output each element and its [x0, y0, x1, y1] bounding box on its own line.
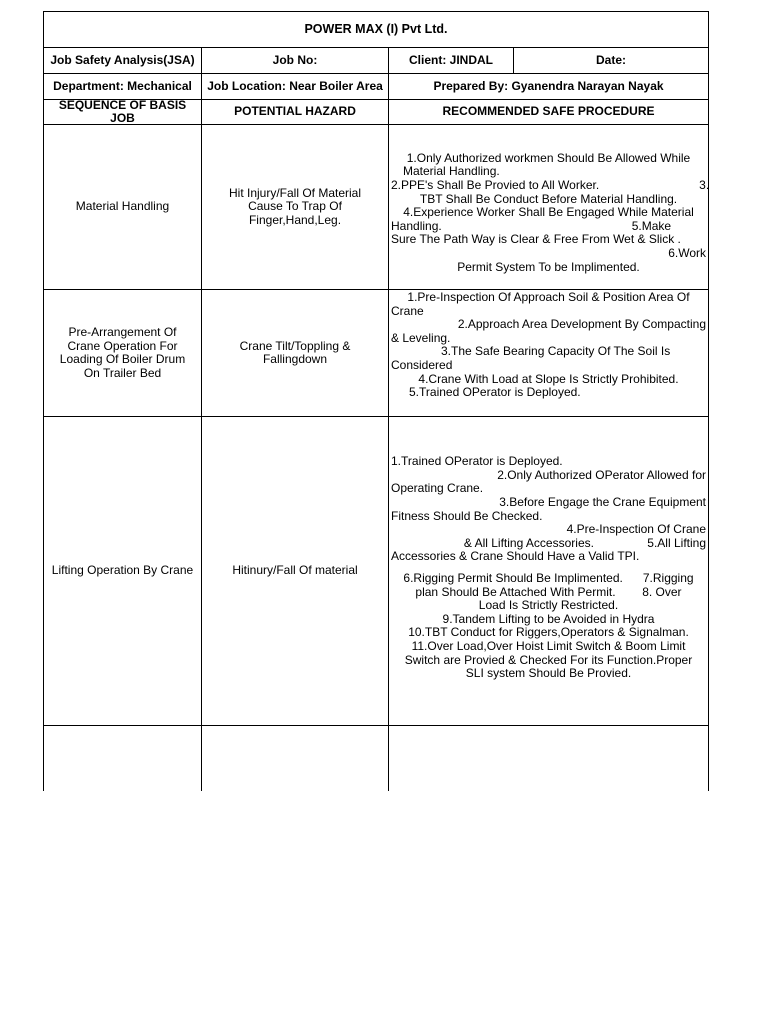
header-row-1	[43, 48, 709, 74]
header-row-2	[43, 74, 709, 100]
procedure-line: plan Should Be Attached With Permit. 8. Over	[415, 584, 682, 599]
table-row-empty	[43, 726, 709, 791]
procedure-line: 9.Tandem Lifting to be Avoided in Hydra	[442, 611, 655, 626]
procedure-line: Considered	[391, 357, 453, 372]
column-header-row	[43, 97, 709, 125]
procedure-line: Sure The Path Way is Clear & Free From Wet & Slick .	[391, 232, 681, 247]
procedure-line: 3.Before Engage the Crane Equipment	[499, 495, 706, 510]
jsa-sheet	[43, 11, 709, 791]
doc-type: Job Safety Analysis(JSA)	[50, 52, 195, 67]
client: Client: JINDAL	[388, 48, 513, 73]
procedure-line: Material Handling.	[403, 164, 500, 179]
procedure-line: Crane	[391, 303, 424, 318]
title-row	[43, 11, 709, 48]
procedure-line: 2.PPE's Shall Be Provied to All Worker. 3.	[391, 178, 710, 193]
hazard: Crane Tilt/Toppling & Fallingdown	[201, 290, 388, 416]
procedure-line: 4.Experience Worker Shall Be Engaged While Material	[403, 205, 694, 220]
procedure-line: 5.Trained OPerator is Deployed.	[409, 385, 581, 400]
procedure-line: 4.Pre-Inspection Of Crane	[566, 522, 706, 537]
col-sequence: SEQUENCE OF BASIS JOB	[58, 97, 187, 125]
table-row	[43, 417, 709, 726]
procedure-line: Accessories & Crane Should Have a Valid TPI.	[391, 549, 640, 564]
date: Date:	[513, 48, 708, 73]
safe-procedure	[388, 417, 708, 725]
safe-procedure	[388, 125, 708, 289]
procedure-line: 1.Trained OPerator is Deployed.	[391, 454, 563, 469]
procedure-line: & Leveling.	[391, 330, 451, 345]
procedure-line: 6.Rigging Permit Should Be Implimented. 7.Rigging	[403, 571, 694, 585]
procedure-line: Switch are Provied & Checked For its Function.Proper	[404, 652, 693, 667]
company-name: POWER MAX (I) Pvt Ltd.	[304, 21, 448, 36]
procedure-line: 11.Over Load,Over Hoist Limit Switch & Boom Limit	[411, 638, 686, 653]
procedure-line: & All Lifting Accessories. 5.All Lifting	[463, 535, 706, 550]
safe-procedure	[388, 726, 708, 791]
procedure-line: 1.Pre-Inspection Of Approach Soil & Position Area Of	[407, 290, 690, 304]
job-step: Lifting Operation By Crane	[51, 563, 194, 578]
procedure-line: 3.The Safe Bearing Capacity Of The Soil Is	[441, 344, 671, 359]
job-step: Material Handling	[75, 199, 170, 214]
prepared-by: Prepared By: Gyanendra Narayan Nayak	[388, 74, 708, 99]
procedure-line: Permit System To be Implimented.	[457, 259, 640, 274]
procedure-line: 1.Only Authorized workmen Should Be Allowed While	[406, 150, 691, 165]
col-hazard: POTENTIAL HAZARD	[201, 100, 388, 124]
procedure-line: 6.Work	[668, 245, 706, 260]
procedure-line: TBT Shall Be Conduct Before Material Handling.	[419, 191, 678, 206]
col-procedure: RECOMMENDED SAFE PROCEDURE	[388, 100, 708, 124]
department: Department: Mechanical	[53, 78, 192, 93]
procedure-line: Operating Crane.	[391, 481, 484, 496]
table-row	[43, 290, 709, 417]
procedure-line: SLI system Should Be Provied.	[465, 666, 632, 681]
hazard	[201, 726, 388, 791]
procedure-line: 10.TBT Conduct for Riggers,Operators & Signalman.	[408, 625, 689, 640]
safe-procedure	[388, 290, 708, 416]
table-row	[43, 125, 709, 290]
procedure-line: Fitness Should Be Checked.	[391, 508, 543, 523]
hazard: Hit Injury/Fall Of Material Cause To Trap Of Finger,Hand,Leg.	[201, 125, 388, 289]
procedure-line: 2.Approach Area Development By Compacting	[457, 317, 706, 332]
procedure-line: 4.Crane With Load at Slope Is Strictly Prohibited.	[418, 371, 679, 386]
procedure-line: Handling. 5.Make	[391, 218, 672, 233]
job-step: Pre-Arrangement Of Crane Operation For Loading Of Boiler Drum On Trailer Bed	[59, 325, 186, 380]
hazard: Hitinury/Fall Of material	[201, 417, 388, 725]
job-no: Job No:	[201, 48, 388, 73]
procedure-line: 2.Only Authorized OPerator Allowed for	[497, 467, 706, 482]
job-step	[44, 726, 201, 791]
procedure-line: Load Is Strictly Restricted.	[478, 598, 619, 613]
job-location: Job Location: Near Boiler Area	[201, 74, 388, 99]
